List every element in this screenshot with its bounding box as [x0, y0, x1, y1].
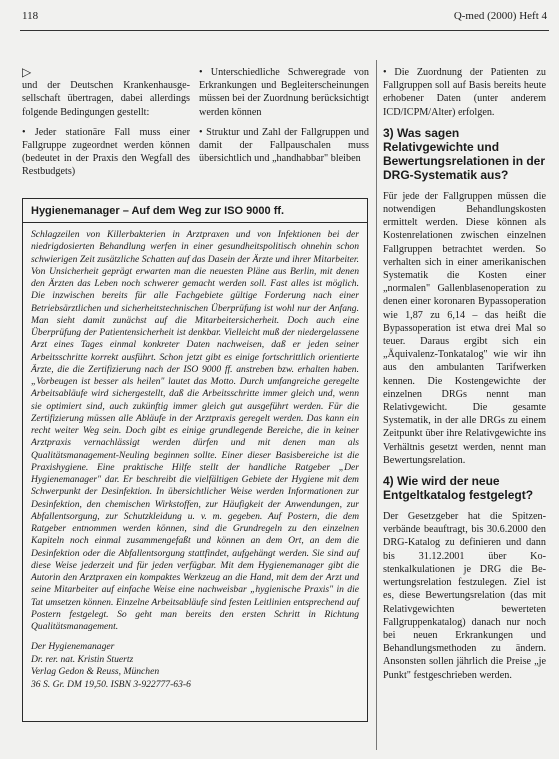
bullet-item: • Struktur und Zahl der Fallgruppen und damit der Fallpauschalen muss übersichtlich und „handhabbar" bleiben: [199, 126, 369, 165]
paragraph: Der Gesetzgeber hat die Spitzenverbände beauftragt, bis 30.6.2000 den DRG-Katalog zu definieren und dann bis 31.12.2001 über Kostenkalkulationen je DRG die Bewertungsrelation festzulegen. Ziel ist es, diese Bewertungsrelation (das mit Relativgewichten bewerteten Fallgruppenkatalog) danach nur noch bei neuen Erkrankungen und Behandlungsmethoden zu ändern. Ansonsten sollen jährlich die Preise „je Punkt" festgeschrieben werden.: [383, 511, 546, 681]
bullet-item: • Unterschiedliche Schweregrade von Erkrankungen und Begleiterscheinungen müssen bei der Zuordnung berücksichtigt werden können: [199, 67, 369, 118]
header-rule: [20, 30, 549, 31]
box-body: Schlagzeilen von Killerbakterien in Arztpraxen und von Infektionen bei der niedrigdosierten Behandlung werfen in einer gesundheitspolitisch ohnehin schon schwierigen Zeit zusätzliche Schatten auf das Dasein der Ärzte und ihrer Mitarbeiter. Von Unsicherheit geprägt erwarten man die neuesten Pläne aus Berlin, mit denen den Ärzten das Leben noch schwerer gemacht werden soll. Fast alles ist möglich. Die inzwischen bereits für alle Fachgebiete gültige Forderung nach einer Betriebsärztlichen und sicherheitstechnischen Überprüfung ist wohl nur der Anfang. Man sieht damit zunächst auf die Mitarbeitersicherheit. Doch auch eine Überprüfung der Patientensicherheit ist denkbar. Vielleicht muß der niedergelassene Arzt eines Tages einmal konkreter Daten nachweisen, daß er jeden seiner Arbeitsschritte korrekt ausführt. Schon jetzt gibt es einige fortschrittlich orientierte Ärzte, die die Zertifizierung nach der ISO 9000 ff. anstreben bzw. erhalten haben. „Vorbeugen ist besser als heilen" lautet das Motto. Durch umfangreiche geregelte Arbeitsabläufe wird sichergestellt, daß die Arbeitsschritte immer gleich und, wenn sie optimiert sind, auch zukünftig immer gleich gut ausgeführt werden. Für die Zertifizierung müssen alle Abläufe in der Arztpraxis geregelt werden. Das kann ein recht weiter Weg sein. Doch gibt es einige grundlegende Bereiche, die in keiner Arztpraxis vernachlässigt werden dürfen und mit denen man als Qualitätsmanagement-Neuling beginnen sollte. Einer dieser Basisbereiche ist die Praxishygiene. Eine praktische Hilfe stellt der handliche Ratgeber „Der Hygienemanager" dar. Er beschreibt die vielfältigen Gebiete der Hygiene mit dem Schwerpunkt der Desinfektion. In übersichtlicher Weise werden Informationen zur Desinfektion, den chemischen Wirkstoffen, zur Häufigkeit der Anwendungen, zur Abfallentsorgung, zur Schutzkleidung u. v. m. gegeben. Auf Postern, die dem Ratgeber entnommen werden können, sind die Grundregeln zu den einzelnen Kapiteln noch einmal zusammengefaßt und können an dem Ort, an dem die Desinfektion oder die Abfallentsorgung stattfindet, aufgehängt werden. Sie sind auf diese Weise jederzeit und für jeden verfügbar. Mit dem Hygienemanager gibt die Autorin den Arztpraxen ein kompaktes Werkzeug an die Hand, mit dem der Arzt und seine Mitarbeiter auf einfache Weise eine nachweisbar „hygienische Praxis" in die Tat umsetzen können. Einzelne Arbeitsabläufe sind festen Leitlinien entsprechend auf Postern festgelegt. So geht man bereits den ersten Schritt in Richtung Qualitätsmanagement.: [31, 229, 359, 632]
book-author: Dr. rer. nat. Kristin Stuertz: [31, 653, 134, 665]
section-heading: 4) Wie wird der neue Entgeltkatalog festgelegt?: [383, 474, 534, 503]
column-divider: [376, 60, 377, 750]
info-box-hygienemanager: [22, 198, 368, 722]
book-publisher: Verlag Gedon & Reuss, München: [31, 666, 160, 678]
page-number: 118: [22, 10, 39, 22]
column-middle: [199, 66, 369, 172]
column-left: [22, 66, 190, 186]
section-heading: 3) Was sagen Relativgewichte und Bewertungsrelationen in der DRG-Systematik aus?: [383, 125, 546, 182]
paragraph: und der Deutschen Krankenhausgesellschaft übertragen, dabei allerdings folgende Bedingungen gestellt:: [22, 80, 190, 118]
box-title: Hygienemanager – Auf dem Weg zur ISO 9000 ff.: [23, 199, 367, 223]
bullet-item: • Die Zuordnung der Patienten zu Fallgruppen soll auf Basis bereits heute erhobener Daten (unter anderem ICD/ICPM/Alter) erfolgen.: [383, 67, 546, 118]
continuation-arrow-icon: ▷: [22, 65, 32, 79]
book-title: Der Hygienemanager: [31, 641, 115, 653]
journal-title: Q-med (2000) Heft 4: [453, 10, 547, 22]
column-right: [383, 66, 546, 689]
book-price-isbn: 36 S. Gr. DM 19,50. ISBN 3-922777-63-6: [31, 678, 191, 690]
paragraph: Für jede der Fallgruppen müssen die notwendigen Behandlungskosten ermittelt werden. Diese können als Kostenrelationen zwischen einzelnen Fallgruppen betrachtet werden. So verhalten sich in einer amerikanischen Systematik die Kosten einer „normalen" Gallenblasenoperation zu denen einer koronaren Bypassoperation wie 1,87 zu 6,14 – das heißt die Bypassoperation ist etwa drei Mal so teuer. Daraus ergibt sich ein „Äquivalenz-Tonkatalog" wie wir ihn aus den ambulanten Tarifwerken kennen. Die Kostengewichte der einzelnen DRGs nennt man Relativgewicht. Die gesamte Systematik, in der alle DRGs zu einem Zeitpunkt über ihre Relativgewichte ins Verhältnis gesetzt werden, nennt man Bewertungsrelation.: [383, 190, 546, 466]
bullet-item: • Jeder stationäre Fall muss einer Fallgruppe zugeordnet werden können (bedeutet in der Praxis den Wegfall des Restbudgets): [22, 126, 190, 178]
book-reference: [23, 633, 367, 691]
